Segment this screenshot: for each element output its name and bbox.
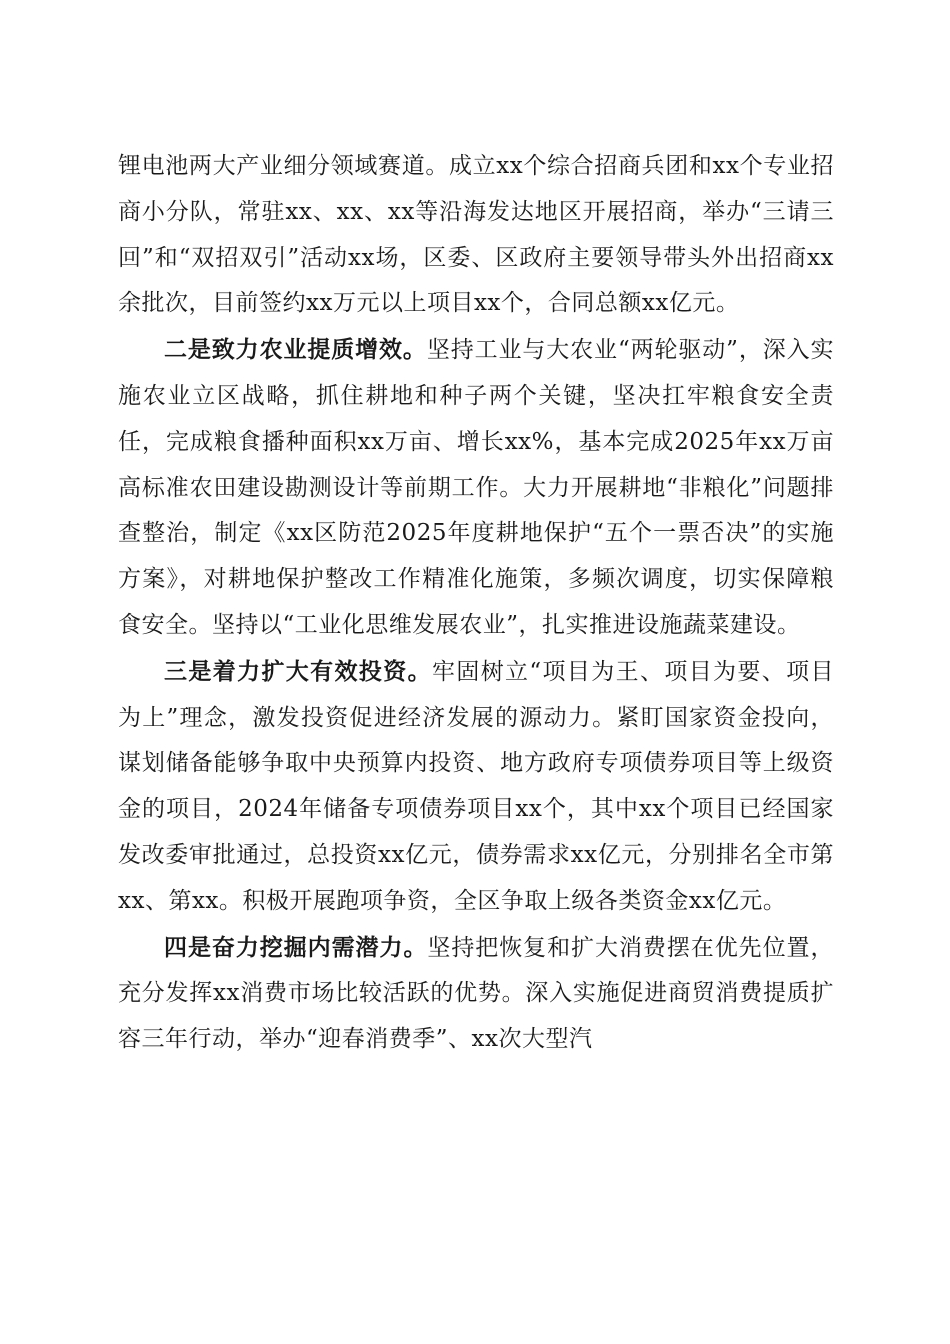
paragraph-agriculture bbox=[118, 327, 834, 649]
paragraph-lead: 三是着力扩大有效投资。 bbox=[164, 657, 432, 685]
paragraph-text: 牢固树立“项目为王、项目为要、项目为上”理念，激发投资促进经济发展的源动力。紧盯国家资金投向，谋划储备能够争取中央预算内投资、地方政府专项债券项目等上级资金的项目，2024年储备专项债券项目xx个，其中xx个项目已经国家发改委审批通过，总投资xx亿元，债券需求xx亿元，分别排名全市第xx、第xx。积极开展跑项争资，全区争取上级各类资金xx亿元。 bbox=[118, 658, 834, 914]
paragraph-domestic-demand bbox=[118, 925, 834, 1063]
paragraph-lead: 四是奋力挖掘内需潜力。 bbox=[164, 933, 428, 961]
paragraph-text: 锂电池两大产业细分领域赛道。成立xx个综合招商兵团和xx个专业招商小分队，常驻xx、xx、xx等沿海发达地区开展招商，举办“三请三回”和“双招双引”活动xx场，区委、区政府主要领导带头外出招商xx余批次，目前签约xx万元以上项目xx个，合同总额xx亿元。 bbox=[118, 153, 834, 317]
paragraph-text: 坚持工业与大农业“两轮驱动”，深入实施农业立区战略，抓住耕地和种子两个关键，坚决扛牢粮食安全责任，完成粮食播种面积xx万亩、增长xx%，基本完成2025年xx万亩高标准农田建设勘测设计等前期工作。大力开展耕地“非粮化”问题排查整治，制定《xx区防范2025年度耕地保护“五个一票否决”的实施方案》，对耕地保护整改工作精准化施策，多频次调度，切实保障粮食安全。坚持以“工业化思维发展农业”，扎实推进设施蔬菜建设。 bbox=[118, 337, 834, 638]
document-body bbox=[118, 144, 834, 1063]
paragraph-investment bbox=[118, 649, 834, 925]
paragraph-text: 坚持把恢复和扩大消费摆在优先位置，充分发挥xx消费市场比较活跃的优势。深入实施促进商贸消费提质扩容三年行动，举办“迎春消费季”、xx次大型汽 bbox=[118, 934, 835, 1053]
paragraph-lead: 二是致力农业提质增效。 bbox=[164, 336, 427, 364]
paragraph-continuation bbox=[118, 144, 834, 327]
